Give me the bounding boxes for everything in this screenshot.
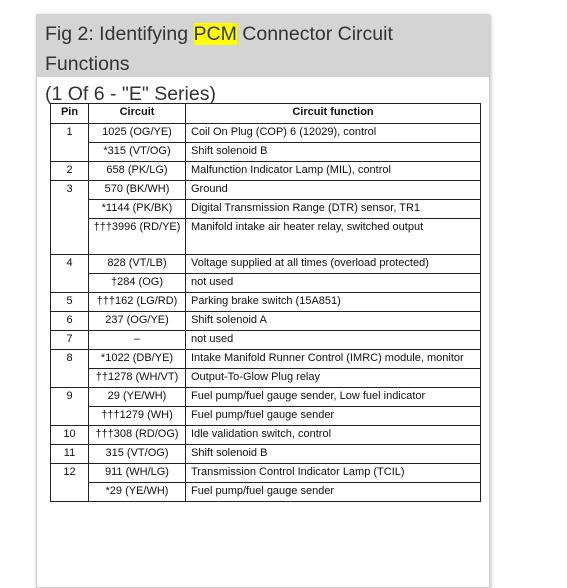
- table-row: [51, 181, 481, 200]
- table-row: [51, 312, 481, 331]
- table-row: [51, 162, 481, 181]
- circuit-cell: 658 (PK/LG): [89, 162, 186, 181]
- function-cell: not used: [186, 331, 481, 350]
- figure-title: [37, 15, 489, 105]
- function-cell: Voltage supplied at all times (overload protected): [186, 255, 481, 274]
- table-row: [51, 445, 481, 464]
- function-cell: Transmission Control Indicator Lamp (TCIL): [186, 464, 481, 483]
- circuit-cell: *29 (YE/WH): [89, 483, 186, 502]
- table-row: [51, 293, 481, 312]
- pin-cell: 8: [51, 350, 89, 369]
- circuit-cell: *315 (VT/OG): [89, 143, 186, 162]
- pin-cell: [51, 483, 89, 502]
- table-row: [51, 483, 481, 502]
- table-row: [51, 219, 481, 255]
- figure-panel: [36, 14, 490, 588]
- pin-cell: 7: [51, 331, 89, 350]
- circuit-cell: †††1279 (WH): [89, 407, 186, 426]
- scanned-document: [50, 103, 481, 502]
- table-row: [51, 388, 481, 407]
- pin-cell: 1: [51, 124, 89, 143]
- pin-cell: [51, 369, 89, 388]
- circuit-cell: †††3996 (RD/YE): [89, 219, 186, 255]
- title-prefix: Fig 2: Identifying: [45, 23, 194, 45]
- function-cell: Fuel pump/fuel gauge sender, Low fuel indicator: [186, 388, 481, 407]
- circuit-cell: 315 (VT/OG): [89, 445, 186, 464]
- function-cell: Digital Transmission Range (DTR) sensor, TR1: [186, 200, 481, 219]
- circuit-cell: 237 (OG/YE): [89, 312, 186, 331]
- function-cell: Fuel pump/fuel gauge sender: [186, 407, 481, 426]
- function-cell: Intake Manifold Runner Control (IMRC) module, monitor: [186, 350, 481, 369]
- table-row: [51, 331, 481, 350]
- table-row: [51, 369, 481, 388]
- table-row: [51, 124, 481, 143]
- pin-cell: [51, 143, 89, 162]
- function-cell: Fuel pump/fuel gauge sender: [186, 483, 481, 502]
- header-circuit-function: Circuit function: [186, 104, 481, 124]
- function-cell: Malfunction Indicator Lamp (MIL), control: [186, 162, 481, 181]
- pin-cell: 3: [51, 181, 89, 200]
- table-row: [51, 426, 481, 445]
- pin-cell: [51, 274, 89, 293]
- table-row: [51, 255, 481, 274]
- circuit-cell: †284 (OG): [89, 274, 186, 293]
- table-row: [51, 274, 481, 293]
- title-line-1: [45, 19, 481, 79]
- circuit-cell: †††162 (LG/RD): [89, 293, 186, 312]
- circuit-cell: 911 (WH/LG): [89, 464, 186, 483]
- circuit-cell: 570 (BK/WH): [89, 181, 186, 200]
- title-highlight-pcm: PCM: [193, 23, 237, 45]
- function-cell: Shift solenoid A: [186, 312, 481, 331]
- function-cell: Parking brake switch (15A851): [186, 293, 481, 312]
- function-cell: Shift solenoid B: [186, 445, 481, 464]
- function-cell: Shift solenoid B: [186, 143, 481, 162]
- table-row: [51, 200, 481, 219]
- circuit-cell: 1025 (OG/YE): [89, 124, 186, 143]
- pin-cell: 2: [51, 162, 89, 181]
- title-suffix: Connector Circuit Functions: [45, 23, 393, 75]
- circuit-cell: 29 (YE/WH): [89, 388, 186, 407]
- pin-cell: [51, 219, 89, 255]
- function-cell: Manifold intake air heater relay, switched output: [186, 219, 481, 255]
- circuit-cell: –: [89, 331, 186, 350]
- table-row: [51, 143, 481, 162]
- function-cell: Coil On Plug (COP) 6 (12029), control: [186, 124, 481, 143]
- pin-cell: [51, 407, 89, 426]
- circuit-cell: *1022 (DB/YE): [89, 350, 186, 369]
- circuit-cell: *1144 (PK/BK): [89, 200, 186, 219]
- pin-cell: 12: [51, 464, 89, 483]
- pin-cell: [51, 200, 89, 219]
- table-row: [51, 350, 481, 369]
- table-header-row: [51, 104, 481, 124]
- circuit-cell: ††1278 (WH/VT): [89, 369, 186, 388]
- table-row: [51, 464, 481, 483]
- title-line-2: (1 Of 6 - "E" Series): [45, 83, 216, 105]
- pin-cell: 10: [51, 426, 89, 445]
- circuit-table: [50, 103, 481, 502]
- circuit-cell: †††308 (RD/OG): [89, 426, 186, 445]
- pin-cell: 9: [51, 388, 89, 407]
- header-circuit: Circuit: [89, 104, 186, 124]
- pin-cell: 6: [51, 312, 89, 331]
- function-cell: Output-To-Glow Plug relay: [186, 369, 481, 388]
- function-cell: not used: [186, 274, 481, 293]
- pin-cell: 4: [51, 255, 89, 274]
- table-row: [51, 407, 481, 426]
- function-cell: Idle validation switch, control: [186, 426, 481, 445]
- header-pin: Pin: [51, 104, 89, 124]
- pin-cell: 5: [51, 293, 89, 312]
- circuit-cell: 828 (VT/LB): [89, 255, 186, 274]
- function-cell: Ground: [186, 181, 481, 200]
- pin-cell: 11: [51, 445, 89, 464]
- table-body: [51, 124, 481, 502]
